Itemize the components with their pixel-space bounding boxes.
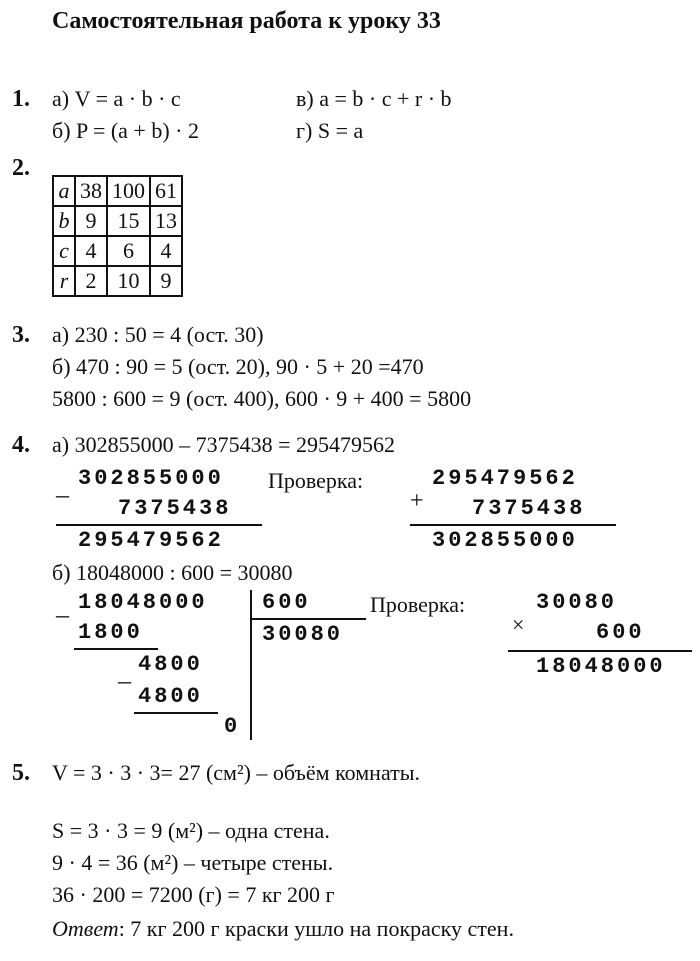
- task-2-number: 2.: [12, 155, 30, 181]
- division-quotient: 30080: [262, 622, 344, 647]
- task-3-number: 3.: [12, 322, 30, 348]
- table-cell: 4: [150, 236, 182, 266]
- addition-top: 295479562: [432, 466, 578, 491]
- plus-sign: +: [410, 488, 424, 514]
- table-cell: 6: [107, 236, 150, 266]
- table-row: [53, 236, 182, 266]
- answer-text: : 7 кг 200 г краски ушло на покраску стен.: [118, 916, 514, 941]
- task-1b: б) P = (a + b) · 2: [52, 118, 199, 143]
- task-1a: а) V = a · b · c: [52, 86, 181, 111]
- answer-line: [52, 916, 514, 942]
- table-cell: a: [53, 176, 75, 206]
- task-3-line-3: 5800 : 600 = 9 (ост. 400), 600 · 9 + 400 = 5800: [52, 386, 472, 411]
- table-row: [53, 266, 182, 296]
- task-5-line-2: S = 3 · 3 = 9 (м²) – одна стена.: [52, 818, 330, 843]
- subtraction-line: [56, 524, 262, 526]
- multiplication-top: 30080: [536, 590, 618, 615]
- check-label-b: Проверка:: [370, 592, 466, 617]
- table-cell: 4: [75, 236, 107, 266]
- values-table: [52, 175, 183, 297]
- answer-label: Ответ: [52, 916, 119, 941]
- task-5-line-3: 9 · 4 = 36 (м²) – четыре стены.: [52, 850, 334, 875]
- division-minus-2: –: [118, 666, 131, 695]
- task-4a-line: а) 302855000 – 7375438 = 295479562: [52, 432, 395, 457]
- table-cell: r: [53, 266, 75, 296]
- check-label-a: Проверка:: [268, 468, 364, 493]
- table-cell: 9: [150, 266, 182, 296]
- division-dividend: 18048000: [78, 590, 208, 615]
- table-cell: 9: [75, 206, 107, 236]
- division-divisor-line: [250, 618, 366, 620]
- division-step-1: 1800: [78, 620, 143, 645]
- division-step-1-line: [74, 648, 158, 650]
- task-5-number: 5.: [12, 760, 30, 786]
- division-vertical-line: [250, 590, 252, 740]
- page-title: Самостоятельная работа к уроку 33: [52, 8, 441, 34]
- division-step-2a: 4800: [138, 652, 203, 677]
- multiplication-result: 18048000: [536, 654, 666, 679]
- division-step-2-line: [134, 712, 218, 714]
- division-divisor: 600: [262, 590, 311, 615]
- multiplication-line: [508, 650, 692, 652]
- task-5-line-4: 36 · 200 = 7200 (г) = 7 кг 200 г: [52, 882, 335, 907]
- subtraction-result: 295479562: [78, 528, 224, 553]
- minus-sign: –: [56, 480, 69, 509]
- addition-result: 302855000: [432, 528, 578, 553]
- table-cell: 15: [107, 206, 150, 236]
- table-cell: 2: [75, 266, 107, 296]
- times-sign: ×: [512, 612, 525, 637]
- task-1g: г) S = a: [296, 118, 364, 143]
- table-cell: 100: [107, 176, 150, 206]
- division-minus-1: –: [56, 600, 69, 629]
- subtraction-top: 302855000: [78, 466, 224, 491]
- task-1-number: 1.: [12, 86, 30, 112]
- table-cell: 10: [107, 266, 150, 296]
- task-4-number: 4.: [12, 432, 30, 458]
- subtraction-bottom: 7375438: [118, 496, 232, 521]
- task-4b-line: б) 18048000 : 600 = 30080: [52, 560, 293, 585]
- table-row: [53, 176, 182, 206]
- table-cell: 13: [150, 206, 182, 236]
- table-row: [53, 206, 182, 236]
- table-cell: c: [53, 236, 75, 266]
- addition-line: [410, 524, 616, 526]
- table-cell: 61: [150, 176, 182, 206]
- task-3-line-2: б) 470 : 90 = 5 (ост. 20), 90 · 5 + 20 =470: [52, 354, 424, 379]
- multiplication-bottom: 600: [596, 620, 645, 645]
- task-5-line-1: V = 3 · 3 · 3= 27 (см²) – объём комнаты.: [52, 760, 421, 785]
- task-1v: в) a = b · c + r · b: [296, 86, 452, 111]
- task-3-line-1: а) 230 : 50 = 4 (ост. 30): [52, 322, 264, 347]
- table-cell: 38: [75, 176, 107, 206]
- division-step-2b: 4800: [138, 684, 203, 709]
- addition-bottom: 7375438: [472, 496, 586, 521]
- table-cell: b: [53, 206, 75, 236]
- division-remainder: 0: [224, 714, 241, 739]
